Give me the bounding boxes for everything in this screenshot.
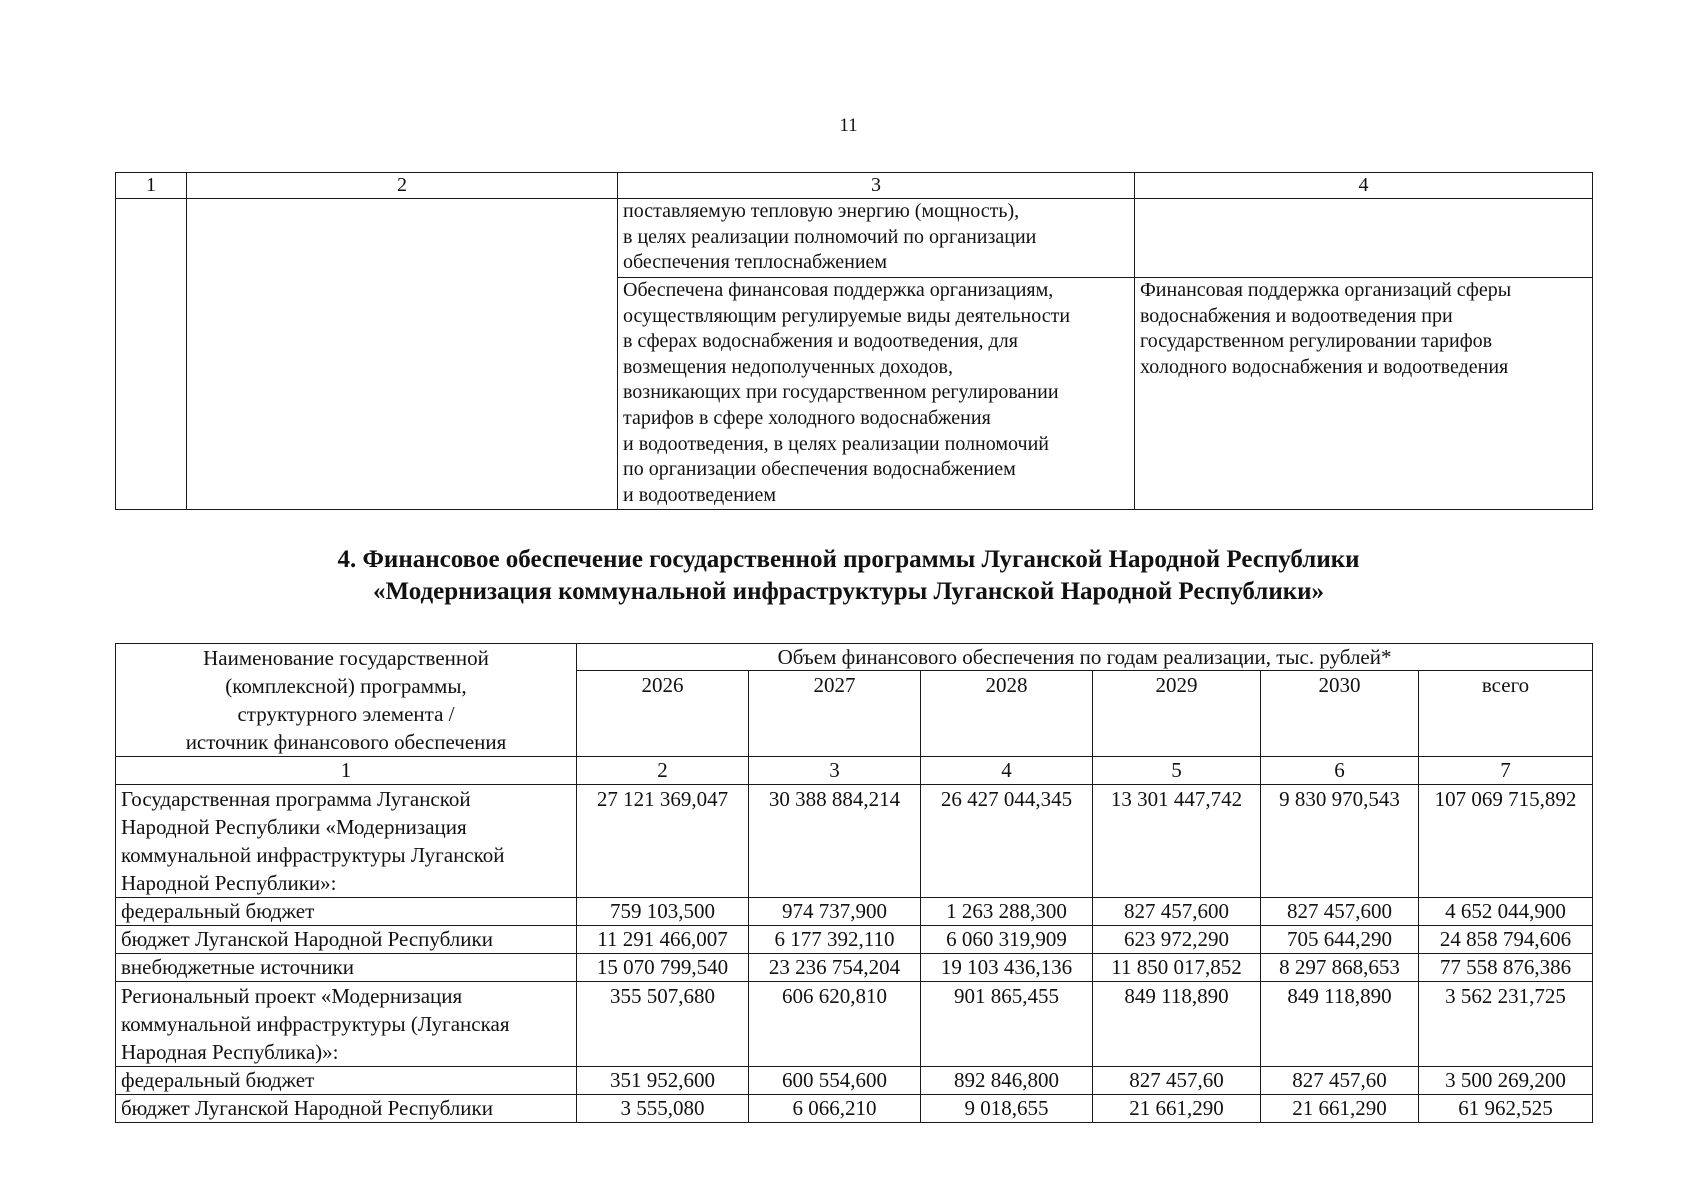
link-line: водоснабжения и водоотведения при (1140, 304, 1453, 327)
table-row (116, 898, 1593, 926)
link-line: Финансовая поддержка организаций сферы (1140, 279, 1512, 301)
row-name-line: коммунальной инфраструктуры (Луганская (121, 1012, 510, 1036)
result-cell (618, 278, 1135, 510)
table-row (116, 926, 1593, 954)
total-cell: 24 858 794,606 (1419, 926, 1593, 954)
row-name-line: Государственная программа Луганской (121, 787, 471, 811)
table-header-row (116, 173, 1593, 199)
column-number: 3 (749, 757, 921, 785)
result-line: возникающих при государственном регулировании (623, 381, 1059, 404)
link-cell (1135, 199, 1593, 278)
row-name-line: Народной Республики»: (121, 871, 337, 895)
header-line: источник финансового обеспечения (185, 730, 507, 754)
column-number-2: 2 (187, 173, 618, 199)
value-cell: 901 865,455 (921, 982, 1093, 1067)
total-cell: 3 500 269,200 (1419, 1067, 1593, 1095)
table-row (116, 954, 1593, 982)
year-header: 2027 (749, 671, 921, 757)
row-name-cell: бюджет Луганской Народной Республики (116, 1095, 577, 1123)
row-name-line: Народная Республика)»: (121, 1040, 339, 1064)
year-header: 2029 (1093, 671, 1261, 757)
year-header: 2028 (921, 671, 1093, 757)
name-column-header (116, 644, 577, 757)
value-cell: 30 388 884,214 (749, 785, 921, 898)
link-cell (1135, 278, 1593, 510)
value-cell: 827 457,60 (1093, 1067, 1261, 1095)
row-number-cell (116, 199, 187, 510)
task-name-cell (187, 199, 618, 510)
total-cell: 4 652 044,900 (1419, 898, 1593, 926)
value-cell: 827 457,600 (1261, 898, 1419, 926)
row-name-cell: федеральный бюджет (116, 1067, 577, 1095)
result-line: и водоотведения, в целях реализации полномочий (623, 432, 1049, 455)
value-cell: 6 177 392,110 (749, 926, 921, 954)
total-cell: 77 558 876,386 (1419, 954, 1593, 982)
value-cell: 23 236 754,204 (749, 954, 921, 982)
total-cell: 3 562 231,725 (1419, 982, 1593, 1067)
row-name-line: Региональный проект «Модернизация (121, 984, 463, 1008)
table-row (116, 199, 1593, 278)
value-cell: 15 070 799,540 (577, 954, 749, 982)
result-line: тарифов в сфере холодного водоснабжения (623, 406, 991, 429)
header-line: структурного элемента / (237, 702, 455, 726)
financing-table (115, 643, 1593, 1123)
value-cell: 8 297 868,653 (1261, 954, 1419, 982)
column-number-3: 3 (618, 173, 1135, 199)
total-header: всего (1419, 671, 1593, 757)
row-name-cell (116, 785, 577, 898)
row-name-line: коммунальной инфраструктуры Луганской (121, 843, 505, 867)
row-name-cell: бюджет Луганской Народной Республики (116, 926, 577, 954)
value-cell: 3 555,080 (577, 1095, 749, 1123)
column-number: 1 (116, 757, 577, 785)
value-cell: 849 118,890 (1261, 982, 1419, 1067)
year-header: 2026 (577, 671, 749, 757)
header-line: Наименование государственной (203, 646, 489, 670)
value-cell: 600 554,600 (749, 1067, 921, 1095)
header-line: (комплексной) программы, (225, 674, 467, 698)
value-cell: 974 737,900 (749, 898, 921, 926)
column-number: 5 (1093, 757, 1261, 785)
column-numbers-row (116, 757, 1593, 785)
value-cell: 705 644,290 (1261, 926, 1419, 954)
column-number-1: 1 (116, 173, 187, 199)
value-cell: 1 263 288,300 (921, 898, 1093, 926)
value-cell: 827 457,60 (1261, 1067, 1419, 1095)
result-line: возмещения недополученных доходов, (623, 355, 953, 378)
value-cell: 9 830 970,543 (1261, 785, 1419, 898)
row-name-cell: федеральный бюджет (116, 898, 577, 926)
value-cell: 849 118,890 (1093, 982, 1261, 1067)
column-number-4: 4 (1135, 173, 1593, 199)
year-header: 2030 (1261, 671, 1419, 757)
row-name-cell: внебюджетные источники (116, 954, 577, 982)
table-row (116, 982, 1593, 1067)
table-row (116, 1067, 1593, 1095)
link-line: холодного водоснабжения и водоотведения (1140, 355, 1509, 378)
value-cell: 6 066,210 (749, 1095, 921, 1123)
column-number: 6 (1261, 757, 1419, 785)
value-cell: 21 661,290 (1261, 1095, 1419, 1123)
table-header-row (116, 644, 1593, 671)
result-line: Обеспечена финансовая поддержка организациям, (623, 279, 1054, 301)
section-title (0, 544, 1697, 608)
section-title-line: «Модернизация коммунальной инфраструктуры Луганской Народной Республики» (372, 578, 1325, 605)
value-cell: 606 620,810 (749, 982, 921, 1067)
value-cell: 827 457,600 (1093, 898, 1261, 926)
link-line: государственном регулировании тарифов (1140, 330, 1493, 353)
value-cell: 13 301 447,742 (1093, 785, 1261, 898)
value-cell: 355 507,680 (577, 982, 749, 1067)
value-cell: 27 121 369,047 (577, 785, 749, 898)
value-cell: 26 427 044,345 (921, 785, 1093, 898)
result-line: в целях реализации полномочий по организации (623, 225, 1037, 248)
value-cell: 892 846,800 (921, 1067, 1093, 1095)
table-row (116, 785, 1593, 898)
result-line: обеспечения теплоснабжением (623, 251, 888, 274)
value-cell: 11 291 466,007 (577, 926, 749, 954)
value-cell: 11 850 017,852 (1093, 954, 1261, 982)
value-cell: 623 972,290 (1093, 926, 1261, 954)
value-cell: 759 103,500 (577, 898, 749, 926)
result-line: по организации обеспечения водоснабжением (623, 458, 1016, 481)
row-name-line: Народной Республики «Модернизация (121, 815, 467, 839)
row-name-cell (116, 982, 577, 1067)
value-cell: 6 060 319,909 (921, 926, 1093, 954)
value-cell: 9 018,655 (921, 1095, 1093, 1123)
column-number: 2 (577, 757, 749, 785)
total-cell: 61 962,525 (1419, 1095, 1593, 1123)
result-cell (618, 199, 1135, 278)
page-number: 11 (839, 115, 858, 136)
result-line: и водоотведением (623, 483, 777, 506)
result-line: поставляемую тепловую энергию (мощность), (623, 200, 1020, 222)
table-row (116, 1095, 1593, 1123)
program-structure-table (115, 172, 1593, 510)
column-number: 7 (1419, 757, 1593, 785)
value-cell: 21 661,290 (1093, 1095, 1261, 1123)
column-number: 4 (921, 757, 1093, 785)
result-line: осуществляющим регулируемые виды деятельности (623, 304, 1071, 327)
value-cell: 19 103 436,136 (921, 954, 1093, 982)
result-line: в сферах водоснабжения и водоотведения, для (623, 330, 1018, 353)
section-title-line: 4. Финансовое обеспечение государственной программы Луганской Народной Республики (337, 546, 1360, 573)
total-cell: 107 069 715,892 (1419, 785, 1593, 898)
volume-header: Объем финансового обеспечения по годам реализации, тыс. рублей* (577, 644, 1593, 671)
value-cell: 351 952,600 (577, 1067, 749, 1095)
